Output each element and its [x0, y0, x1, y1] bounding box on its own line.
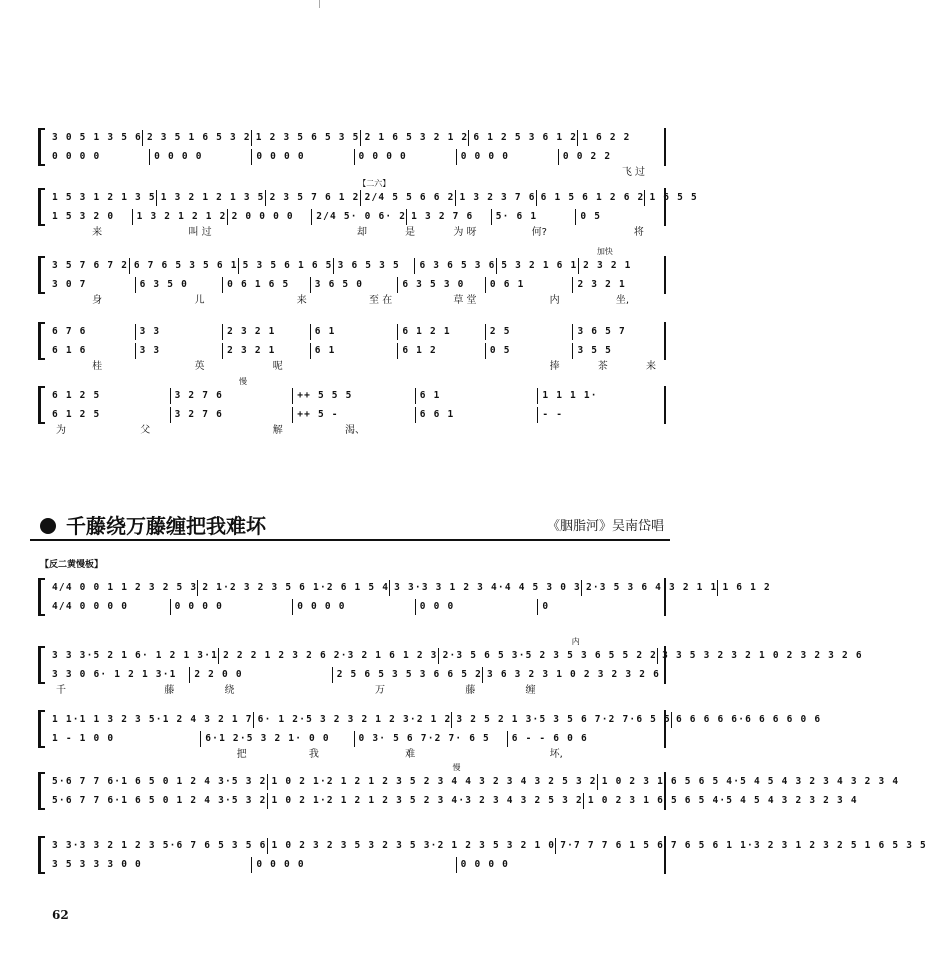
measure: 0 0 0 0	[292, 599, 415, 615]
lyric-syllable: 为 呀	[453, 227, 477, 238]
lyrics-row	[56, 294, 658, 308]
lyric-syllable: 将	[633, 227, 644, 238]
lyrics-row	[56, 810, 658, 824]
measure: - -	[537, 407, 660, 423]
measure: 6 1 2	[397, 343, 485, 359]
measure: 6 6 1	[415, 407, 538, 423]
measure: 1 3 2 1 2 1 2	[132, 209, 227, 225]
measure: 0 0 0 0	[251, 857, 455, 873]
lyric-syllable: 为	[56, 425, 66, 436]
measure: 2 3 2 1	[222, 343, 310, 359]
measure: 2 5	[485, 324, 573, 340]
lyric-syllable: 呢	[272, 361, 283, 372]
system-bracket	[38, 646, 45, 684]
performance-marking: 慢	[238, 377, 247, 386]
lyric-syllable: 藤	[164, 685, 175, 696]
measure-row	[50, 277, 660, 293]
measure: 0 0 0 0	[456, 857, 660, 873]
score-system	[38, 763, 900, 816]
accompaniment-staff	[50, 209, 660, 225]
lyric-syllable: 来	[645, 361, 656, 372]
measure: 2·3 5 6 5 3·5 2 3 5 3 6 5 5 2 2	[438, 648, 658, 664]
measure-row	[50, 731, 660, 747]
measure: ++ 5 -	[292, 407, 415, 423]
measure: 5 3 5 6 1 6 5	[238, 258, 333, 274]
measure-row	[50, 343, 660, 359]
measure: 1 2 3 5 6 5 3 5	[251, 130, 360, 146]
measure-row	[50, 388, 660, 404]
lyric-syllable: 叫 过	[188, 227, 212, 238]
lyric-syllable: 解	[272, 425, 283, 436]
measure-row	[50, 667, 660, 683]
measure: 3 3	[135, 343, 223, 359]
measure: 2/4 5 5 6 6 2	[360, 190, 455, 206]
measure-row	[50, 324, 660, 340]
measure: 3 3·3 3 2 1 2 3 5·6 7 6 5 3 5 6	[52, 840, 267, 851]
song-title-bar	[30, 513, 670, 541]
measure: 0 6 1	[485, 277, 573, 293]
measure: 6 3 5 3 0	[397, 277, 485, 293]
measure: 1 5 3 1 2 1 3 5	[52, 192, 156, 203]
measure: 1 0 2 3 1 6 5 6 5 4·5 4 5 4 3 2 3 4 3 2 3 4	[597, 774, 900, 790]
measure: 1 5 3 2 0	[52, 211, 115, 222]
measure: 2 5 6 5 3 5 3 6 6 5 2	[332, 667, 482, 683]
measure-row	[50, 712, 822, 728]
measure: 6 1	[310, 343, 398, 359]
system-bracket	[38, 386, 45, 424]
system-bracket	[38, 578, 45, 616]
measure: 3 6 3 2 3 1 0 2 3 2 3 2 6	[482, 667, 660, 683]
measure: 3 6 5 7	[572, 324, 660, 340]
lyric-syllable: 茶	[597, 361, 608, 372]
measure: 1 0 2 1·2 1 2 1 2 3 5 2 3 4·3 2 3 4 3 2 5 3 2	[267, 793, 583, 809]
song-title: 千藤绕万藤缠把我难坏	[66, 514, 266, 538]
lyric-syllable: 千	[56, 685, 66, 696]
measure: 6 1 2 5 3 6 1 2	[468, 130, 577, 146]
measure: 6· 1 2·5 3 2 3 2 1 2 3·2 1 2	[253, 712, 452, 728]
melody-staff	[50, 324, 660, 340]
measure-row	[50, 209, 660, 225]
measure: 3 3·3 3 1 2 3 4·4 4 5 3 0 3	[389, 580, 581, 596]
measure: ++ 5 5 5	[292, 388, 415, 404]
performance-marking: 加快	[596, 247, 613, 256]
measure: 0 0 2 2	[558, 149, 660, 165]
bullet-icon	[40, 518, 56, 534]
measure: 2 3 5 7 6 1 2	[265, 190, 360, 206]
measure-row	[50, 793, 858, 809]
measure: 3 2 5 2 1 3·5 3 5 6 7·2 7·6 5 5	[451, 712, 671, 728]
measure-row	[50, 407, 660, 423]
accompaniment-staff	[50, 343, 660, 359]
measure: 0 0 0 0	[456, 149, 558, 165]
measure: 5·6 7 7 6·1 6 5 0 1 2 4 3·5 3 2	[52, 776, 267, 787]
score-system	[38, 179, 698, 240]
measure: 0	[537, 599, 660, 615]
score-system	[38, 247, 666, 308]
measure: 2 1·2 3 2 3 5 6 1·2 6 1 5 4	[197, 580, 389, 596]
measure-row	[50, 190, 698, 206]
lyrics-row	[56, 684, 658, 698]
lyric-syllable: 藤	[465, 685, 476, 696]
lyric-syllable: 身	[92, 295, 103, 306]
score-system	[38, 637, 863, 696]
measure: 1 3 2 3 7 6	[455, 190, 536, 206]
measure: 1 3 2 1 2 1 3 5	[156, 190, 265, 206]
lyric-syllable: 难	[405, 749, 416, 760]
measure-row	[50, 599, 660, 615]
system-bracket	[38, 322, 45, 360]
lyric-syllable: 飞 过	[621, 167, 646, 178]
measure: 6 1 2 5	[52, 390, 101, 401]
system-bracket	[38, 772, 45, 810]
system-bracket	[38, 836, 45, 874]
melody-staff	[50, 712, 822, 728]
measure: 0 0 0 0	[170, 599, 293, 615]
measure: 0 6 1 6 5	[222, 277, 310, 293]
measure: 3 5 7 6 7 2	[52, 260, 129, 271]
accompaniment-staff	[50, 857, 660, 873]
system-bracket	[38, 188, 45, 226]
measure: 3 2 7 6	[170, 407, 293, 423]
measure: 2 2 0 0	[189, 667, 331, 683]
measure: 2 1 6 5 3 2 1 2	[360, 130, 469, 146]
lyric-syllable: 至 在	[369, 295, 393, 306]
score-system	[38, 128, 666, 178]
measure: 0 0 0 0	[149, 149, 251, 165]
measure: 5· 6 1	[491, 209, 576, 225]
measure: 6 3 6 5 3 6	[414, 258, 496, 274]
measure: 3 2 7 6	[170, 388, 293, 404]
measure: 3 5 5	[572, 343, 660, 359]
lyric-syllable: 把	[236, 749, 247, 760]
measure: 3 3	[135, 324, 223, 340]
lyrics-row	[56, 616, 658, 630]
measure: 3 3 5 3 2 3 2 1 0 2 3 2 3 2 6	[657, 648, 863, 664]
measure-row	[50, 149, 660, 165]
accompaniment-staff	[50, 667, 660, 683]
performance-marking: 慢	[452, 763, 461, 772]
measure: 0 0 0	[415, 599, 538, 615]
measure: 2 2 2 1 2 3 2 6 2·3 2 1 6 1 2 3	[218, 648, 438, 664]
measure: 6 1 2 1	[397, 324, 485, 340]
melody-staff	[50, 580, 771, 596]
lyric-syllable: 渴、	[344, 425, 365, 436]
measure: 1 6 2 2	[577, 130, 660, 146]
melody-staff	[50, 190, 698, 206]
measure: 2 3 5 1 6 5 3 2	[142, 130, 251, 146]
lyric-syllable: 捧	[549, 361, 560, 372]
score-system	[38, 710, 822, 762]
lyric-syllable: 儿	[194, 295, 205, 306]
measure: 6 1	[415, 388, 538, 404]
measure: 1 1·1 1 3 2 3 5·1 2 4 3 2 1 7	[52, 714, 253, 725]
accompaniment-staff	[50, 407, 660, 423]
measure: 1 - 1 0 0	[52, 733, 115, 744]
lyric-syllable: 来	[92, 227, 103, 238]
lyric-syllable: 何?	[531, 227, 547, 238]
measure: 3 0 7	[52, 279, 87, 290]
accompaniment-staff	[50, 731, 660, 747]
system-bracket	[38, 128, 45, 166]
measure: 6 1 2 5	[52, 409, 101, 420]
measure: 2·3 5 3 6 4 3 2 1 1	[581, 580, 717, 596]
song-credit: 《胭脂河》吴南岱唱	[546, 519, 664, 534]
measure-row	[50, 258, 660, 274]
system-bracket	[38, 710, 45, 748]
lyric-syllable: 缠	[525, 685, 536, 696]
measure: 0 5	[485, 343, 573, 359]
performance-marking: 内	[571, 637, 580, 646]
measure: 0 0 0 0	[251, 149, 353, 165]
lyric-syllable: 桂	[92, 361, 103, 372]
melody-staff	[50, 130, 660, 146]
lyrics-row	[56, 166, 658, 180]
measure-row	[50, 857, 660, 873]
measure: 0 5	[575, 209, 660, 225]
lyrics-row	[56, 874, 658, 888]
measure: 6 1	[310, 324, 398, 340]
melody-staff	[50, 774, 900, 790]
measure: 1 0 2 3 1 6 5 6 5 4·5 4 5 4 3 2 3 2 3 4	[583, 793, 858, 809]
measure-row	[50, 130, 660, 146]
measure: 3 5 3 3 3 0 0	[52, 859, 142, 870]
measure: 0 0 0 0	[52, 151, 101, 162]
accompaniment-staff	[50, 149, 660, 165]
measure: 1 1 1 1·	[537, 388, 660, 404]
system-bracket	[38, 256, 45, 294]
score-system	[38, 836, 927, 882]
melody-staff	[50, 648, 863, 664]
score-system	[38, 377, 666, 436]
measure-row	[50, 774, 900, 790]
melody-staff	[50, 838, 927, 854]
score-system	[38, 322, 666, 374]
melody-staff	[50, 258, 660, 274]
measure: 1 3 2 7 6	[406, 209, 491, 225]
lyric-syllable: 却	[357, 227, 367, 238]
measure: 6 6 6 6 6·6 6 6 6 0 6	[671, 712, 821, 728]
measure: 2 3 2 1	[222, 324, 310, 340]
measure: 1 6 1 2	[717, 580, 770, 596]
lyrics-row	[56, 360, 658, 374]
lyrics-row	[56, 226, 658, 240]
lyric-syllable: 坐,	[615, 295, 630, 306]
measure: 3 0 5 1 3 5 6	[52, 132, 142, 143]
measure: 7·7 7 7 6 1 5 6 7 6 5 6 1 1·3 2 3 1 2 3 2 5 1 6 5 3 5	[555, 838, 927, 854]
lyric-syllable: 英	[194, 361, 205, 372]
lyric-syllable: 绕	[224, 685, 235, 696]
accompaniment-staff	[50, 599, 660, 615]
lyric-syllable: 草 堂	[453, 295, 477, 306]
measure: 4/4 0 0 1 1 2 3 2 5 3	[52, 582, 198, 593]
lyric-syllable: 坏,	[549, 749, 563, 760]
system-end-barline	[664, 386, 666, 424]
section-label: 【反二黄慢板】	[40, 560, 104, 570]
accompaniment-staff	[50, 277, 660, 293]
measure: 2 0 0 0 0	[227, 209, 312, 225]
measure: 3 3 3·5 2 1 6· 1 2 1 3·1	[52, 650, 219, 661]
measure-row	[50, 648, 863, 664]
lyric-syllable: 父	[140, 425, 151, 436]
lyrics-row	[56, 424, 658, 438]
measure: 3 3 0 6· 1 2 1 3·1	[52, 669, 177, 680]
measure: 1 6 5 5	[644, 190, 697, 206]
page-edge-mark	[319, 0, 320, 8]
lyric-syllable: 我	[308, 749, 319, 760]
page-number: 62	[52, 908, 69, 922]
lyric-syllable: 万	[375, 685, 386, 696]
measure: 0 3· 5 6 7·2 7· 6 5	[354, 731, 507, 747]
measure: 6·1 2·5 3 2 1· 0 0	[200, 731, 353, 747]
measure: 6 7 6 5 3 5 6 1	[129, 258, 238, 274]
measure: 6 1 5 6 1 2 6 2	[536, 190, 645, 206]
measure: 3 6 5 0	[310, 277, 398, 293]
melody-staff	[50, 388, 660, 404]
measure: 2/4 5· 0 6· 2	[311, 209, 406, 225]
measure: 6 - - 6 0 6	[507, 731, 660, 747]
measure: 5 3 2 1 6 1	[496, 258, 578, 274]
measure: 6 7 6	[52, 326, 87, 337]
measure: 5·6 7 7 6·1 6 5 0 1 2 4 3·5 3 2	[52, 795, 267, 806]
lyrics-row	[56, 748, 658, 762]
measure: 6 3 5 0	[135, 277, 223, 293]
system-end-barline	[664, 322, 666, 360]
lyric-syllable: 是	[405, 227, 416, 238]
accompaniment-staff	[50, 793, 858, 809]
measure: 2 3 2 1	[578, 258, 660, 274]
measure-row	[50, 838, 927, 854]
measure: 0 0 0 0	[354, 149, 456, 165]
measure: 6 1 6	[52, 345, 87, 356]
measure: 2 3 2 1	[572, 277, 660, 293]
measure: 3 6 5 3 5	[333, 258, 415, 274]
system-end-barline	[664, 256, 666, 294]
measure: 1 0 2 1·2 1 2 1 2 3 5 2 3 4 4 3 2 3 4 3 2 5 3 2	[267, 774, 597, 790]
lyric-syllable: 来	[296, 295, 307, 306]
lyric-syllable: 内	[549, 295, 560, 306]
score-system	[38, 578, 771, 626]
measure: 4/4 0 0 0 0	[52, 601, 129, 612]
measure: 1 0 2 3 2 3 5 3 2 3 5 3·2 1 2 3 5 3 2 1 0	[267, 838, 556, 854]
performance-marking: 【二六】	[358, 179, 391, 188]
measure-row	[50, 580, 771, 596]
system-end-barline	[664, 128, 666, 166]
